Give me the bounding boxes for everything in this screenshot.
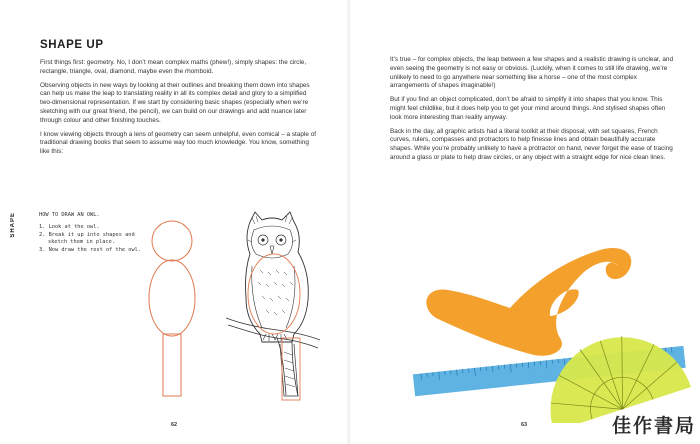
page-number-right: 63 [521, 422, 528, 428]
owl-step: 2. Break it up into shapes and sketch them in place. [39, 231, 135, 246]
owl-tail [280, 344, 298, 396]
left-body-text [40, 59, 318, 162]
drawing-tools-illustration [400, 238, 700, 423]
owl-finished-illustration [222, 210, 322, 410]
owl-steps-list [39, 224, 149, 254]
owl-body-guide [248, 254, 300, 334]
french-curve [426, 248, 631, 356]
page-number-left: 62 [171, 422, 178, 428]
paragraph: It’s true – for complex objects, the leap between a few shapes and a realistic drawing is unclear, and even seeing the geometry is not easy or obvious. (Luckily, when it comes to still life drawing, we’re unlikely to need to go anywhere near something like a horse – one of the most complex arrangements of shapes imaginable!) [390, 56, 674, 90]
paragraph: Observing objects in new ways by looking at their outlines and breaking them down into shapes can help us make the leap to translating reality in all its complex detail and glory to a simplified two-dimensional representation. If we start by considering basic shapes (especially when we’re sketching with our great friend, the pencil), we can build on our drawings and add nuance later through colour and other finishing touches. [40, 81, 310, 124]
owl-pupil-left [261, 238, 264, 241]
owl-head-circle [152, 221, 192, 261]
paragraph: First things first: geometry. No, I don’t mean complex maths (phew!), simply shapes: the circle, rectangle, triangle, oval, diamond, maybe even the rhomboid. [40, 59, 307, 75]
owl-pupil-right [279, 238, 282, 241]
owl-tail-rectangle [163, 334, 181, 396]
owl-instructions-heading: HOW TO DRAW AN OWL. [39, 212, 100, 218]
chapter-side-tab: SHAPE [10, 212, 16, 238]
owl-wing [252, 266, 295, 328]
owl-instructions [39, 212, 149, 254]
paragraph: But if you find an object complicated, don’t be afraid to simplify it into shapes that you know. This might feel childlike, but it does help you to get your mind around things. And stylised shapes often look more interesting than reality anyway. [390, 96, 666, 121]
owl-feathers [248, 216, 296, 315]
owl-beak [270, 246, 274, 254]
owl-step: 1. Look at the owl. [39, 224, 100, 231]
paragraph: Back in the day, all graphic artists had a literal toolkit at their disposal, with set squares, French curves, rulers, compasses and protractors to help finesse lines and obtain beautifully accurate shapes. While you’re probably unlikely to have a protractor on hand, never forget the ease of tracing around a glass or plate to help draw circles, or any object with a straight edge for nice clean lines. [390, 127, 673, 161]
right-body-text [390, 56, 676, 168]
owl-outline [246, 212, 309, 342]
owl-body-oval [149, 260, 195, 336]
branch [226, 318, 320, 396]
owl-step: 3. Now draw the rest of the owl. [39, 246, 142, 253]
owl-shapes-illustration [140, 212, 230, 412]
right-page [350, 0, 700, 444]
paragraph: I know viewing objects through a lens of geometry can seem unhelpful, even comical – a staple of traditional drawing books that seem to assume way too much knowledge. You know, something like this: [40, 130, 317, 156]
page-title: SHAPE UP [40, 39, 104, 51]
watermark: 佳作書局 [612, 415, 697, 437]
